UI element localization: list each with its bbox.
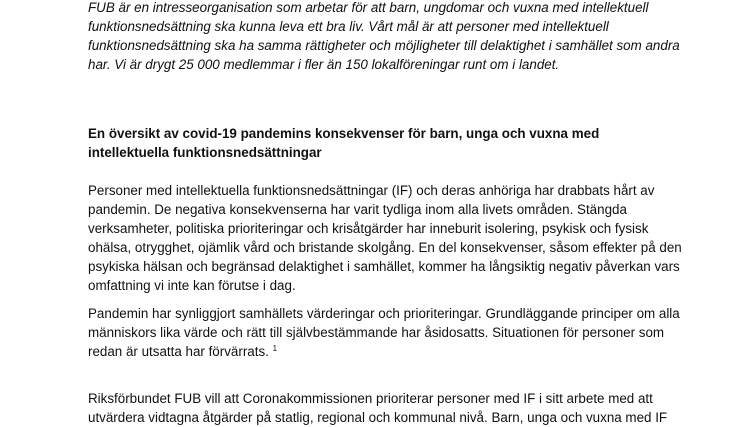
intro-line: har. Vi är drygt 25 000 medlemmar i fler än 150 lokalföreningar runt om i landet. <box>88 57 560 72</box>
paragraph-line: omfattning vi inte kan förutse i dag. <box>88 278 296 293</box>
paragraph-line: människors lika värde och rätt till självbestämmande har åsidosatts. Situationen för personer som <box>88 325 665 340</box>
paragraph-line: Personer med intellektuella funktionsnedsättningar (IF) och deras anhöriga har drabbats hårt av <box>88 183 655 198</box>
intro-paragraph <box>88 0 688 74</box>
body-paragraph-1 <box>88 181 698 295</box>
heading-line: En översikt av covid-19 pandemins konsekvenser för barn, unga och vuxna med <box>88 126 600 141</box>
section-heading <box>88 124 688 162</box>
body-paragraph-2 <box>88 304 698 361</box>
intro-line: FUB är en intresseorganisation som arbetar för att barn, ungdomar och vuxna med intellektuell <box>88 0 649 15</box>
paragraph-line: ohälsa, otrygghet, ojämlik vård och bristande skolgång. En del konsekvenser, såsom effekter på den <box>88 240 682 255</box>
paragraph-line: verksamheter, politiska prioriteringar och krisåtgärder har inneburit isolering, psykisk och fysisk <box>88 221 649 236</box>
paragraph-line: pandemin. De negativa konsekvenserna har varit tydliga inom alla livets områden. Stängda <box>88 202 627 217</box>
paragraph-line: utvärdera vidtagna åtgärder på statlig, regional och kommunal nivå. Barn, unga och vuxna med IF <box>88 410 668 425</box>
paragraph-line: Pandemin har synliggjort samhällets värderingar och prioriteringar. Grundläggande principer om alla <box>88 306 680 321</box>
body-paragraph-3 <box>88 389 698 427</box>
paragraph-line: Riksförbundet FUB vill att Coronakommissionen prioriterar personer med IF i sitt arbete med att <box>88 391 653 406</box>
heading-line: intellektuella funktionsnedsättningar <box>88 145 322 160</box>
paragraph-line-with-footnote <box>88 342 698 361</box>
paragraph-line: redan är utsatta har förvärrats. <box>88 344 269 359</box>
intro-line: funktionsnedsättning ska kunna leva ett bra liv. Vårt mål är att personer med intellektuell <box>88 19 609 34</box>
footnote-reference[interactable]: 1 <box>272 344 278 353</box>
intro-line: funktionsnedsättning ska ha samma rättigheter och möjligheter till delaktighet i samhället som andra <box>88 38 680 53</box>
paragraph-line: psykiska hälsan och begränsad delaktighet i samhället, kommer ha långsiktig negativ påverkan vars <box>88 259 680 274</box>
